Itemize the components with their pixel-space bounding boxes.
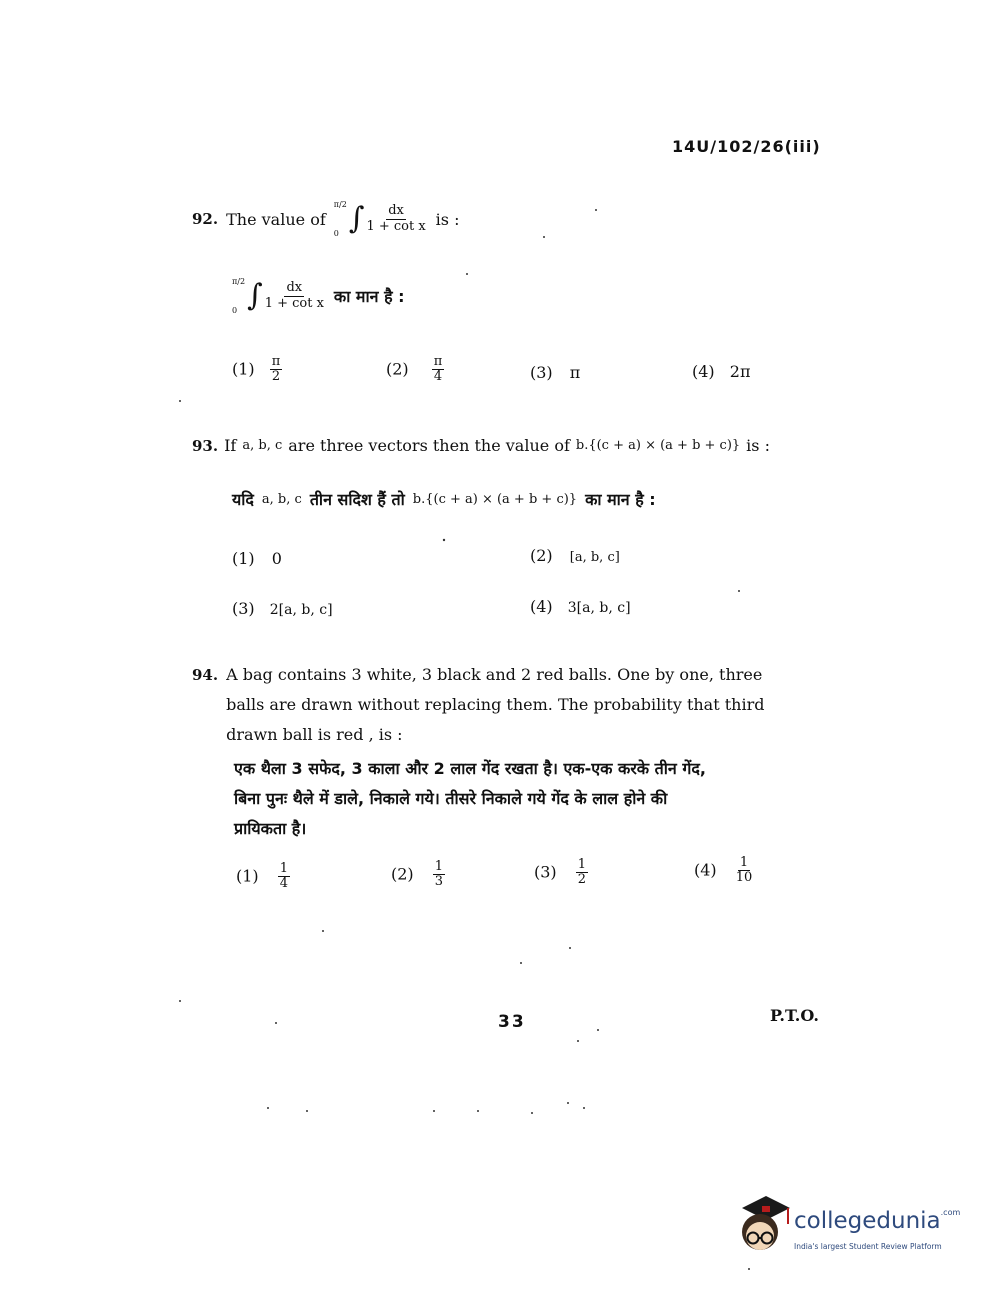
- vector-expression: b.{(c + a) × (a + b + c)}: [575, 438, 741, 453]
- q92-option-2: (2) $\frac{\pi}{4}$: [386, 354, 443, 385]
- question-text-hi-line: प्रायिकता है।: [234, 819, 307, 838]
- integral-expression-hi: π/2 0 ∫ $\frac{dx}{\text{1 + cot x}}$: [232, 277, 324, 315]
- paper-code: 14U/102/26(iii): [672, 137, 821, 156]
- logo-wordmark: collegedunia: [794, 1208, 941, 1234]
- vector-list: a, b, c: [261, 491, 302, 507]
- question-93: 93. If a, b, c are three vectors then the value of b.{(c + a) × (a + b + c)} is :: [192, 436, 770, 455]
- logo-tld: .com: [940, 1208, 961, 1217]
- question-text-hi-suffix: का मान है :: [333, 287, 405, 306]
- q94-option-2: (2) $\frac{1}{3}$: [391, 859, 444, 890]
- integral-expression: π/2 0 ∫ $\frac{dx}{\text{1 + cot x}}$: [333, 200, 426, 238]
- question-text-hi-line: बिना पुनः थैले में डाले, निकाले गये। तीसरे निकाले गये गेंद के लाल होने की: [234, 789, 668, 808]
- question-text-en-suffix: is :: [435, 209, 460, 229]
- mascot-icon: [732, 1192, 794, 1262]
- question-93-hindi: यदि a, b, c तीन सदिश हैं तो b.{(c + a) × (a + b + c)} का मान है :: [232, 490, 656, 509]
- question-number: 94.: [192, 666, 219, 684]
- question-text-en-prefix: The value of: [226, 209, 326, 229]
- q94-option-3: (3) $\frac{1}{2}$: [534, 857, 587, 888]
- question-text-en-line: A bag contains 3 white, 3 black and 2 red balls. One by one, three: [226, 665, 763, 684]
- question-number: 93.: [192, 436, 219, 455]
- q94-option-1: (1) $\frac{1}{4}$: [236, 861, 289, 892]
- question-number: 92.: [192, 210, 219, 228]
- q92-option-3: (3) π: [530, 363, 581, 382]
- q93-option-4: (4) 3[a, b, c]: [530, 597, 631, 616]
- q93-option-3: (3) 2[a, b, c]: [232, 599, 333, 618]
- question-text-en-line: drawn ball is red , is :: [226, 725, 403, 744]
- q92-option-1: (1) $\frac{\pi}{2}$: [232, 354, 281, 385]
- q94-option-4: (4) $\frac{1}{10}$: [694, 855, 753, 886]
- question-text-hi-line: एक थैला 3 सफेद, 3 काला और 2 लाल गेंद रखता है। एक-एक करके तीन गेंद,: [234, 759, 706, 778]
- logo-tagline: India's largest Student Review Platform: [794, 1242, 942, 1251]
- page-number: 33: [498, 1012, 526, 1032]
- pto-label: P.T.O.: [770, 1006, 819, 1025]
- collegedunia-logo: [732, 1190, 962, 1270]
- vector-expression: b.{(c + a) × (a + b + c)}: [412, 491, 578, 507]
- question-text-en-line: balls are drawn without replacing them. The probability that third: [226, 695, 765, 714]
- vector-list: a, b, c: [242, 438, 283, 453]
- q93-option-2: (2) [a, b, c]: [530, 546, 620, 565]
- q92-option-4: (4) 2π: [692, 362, 751, 381]
- q93-option-1: (1) 0: [232, 549, 282, 568]
